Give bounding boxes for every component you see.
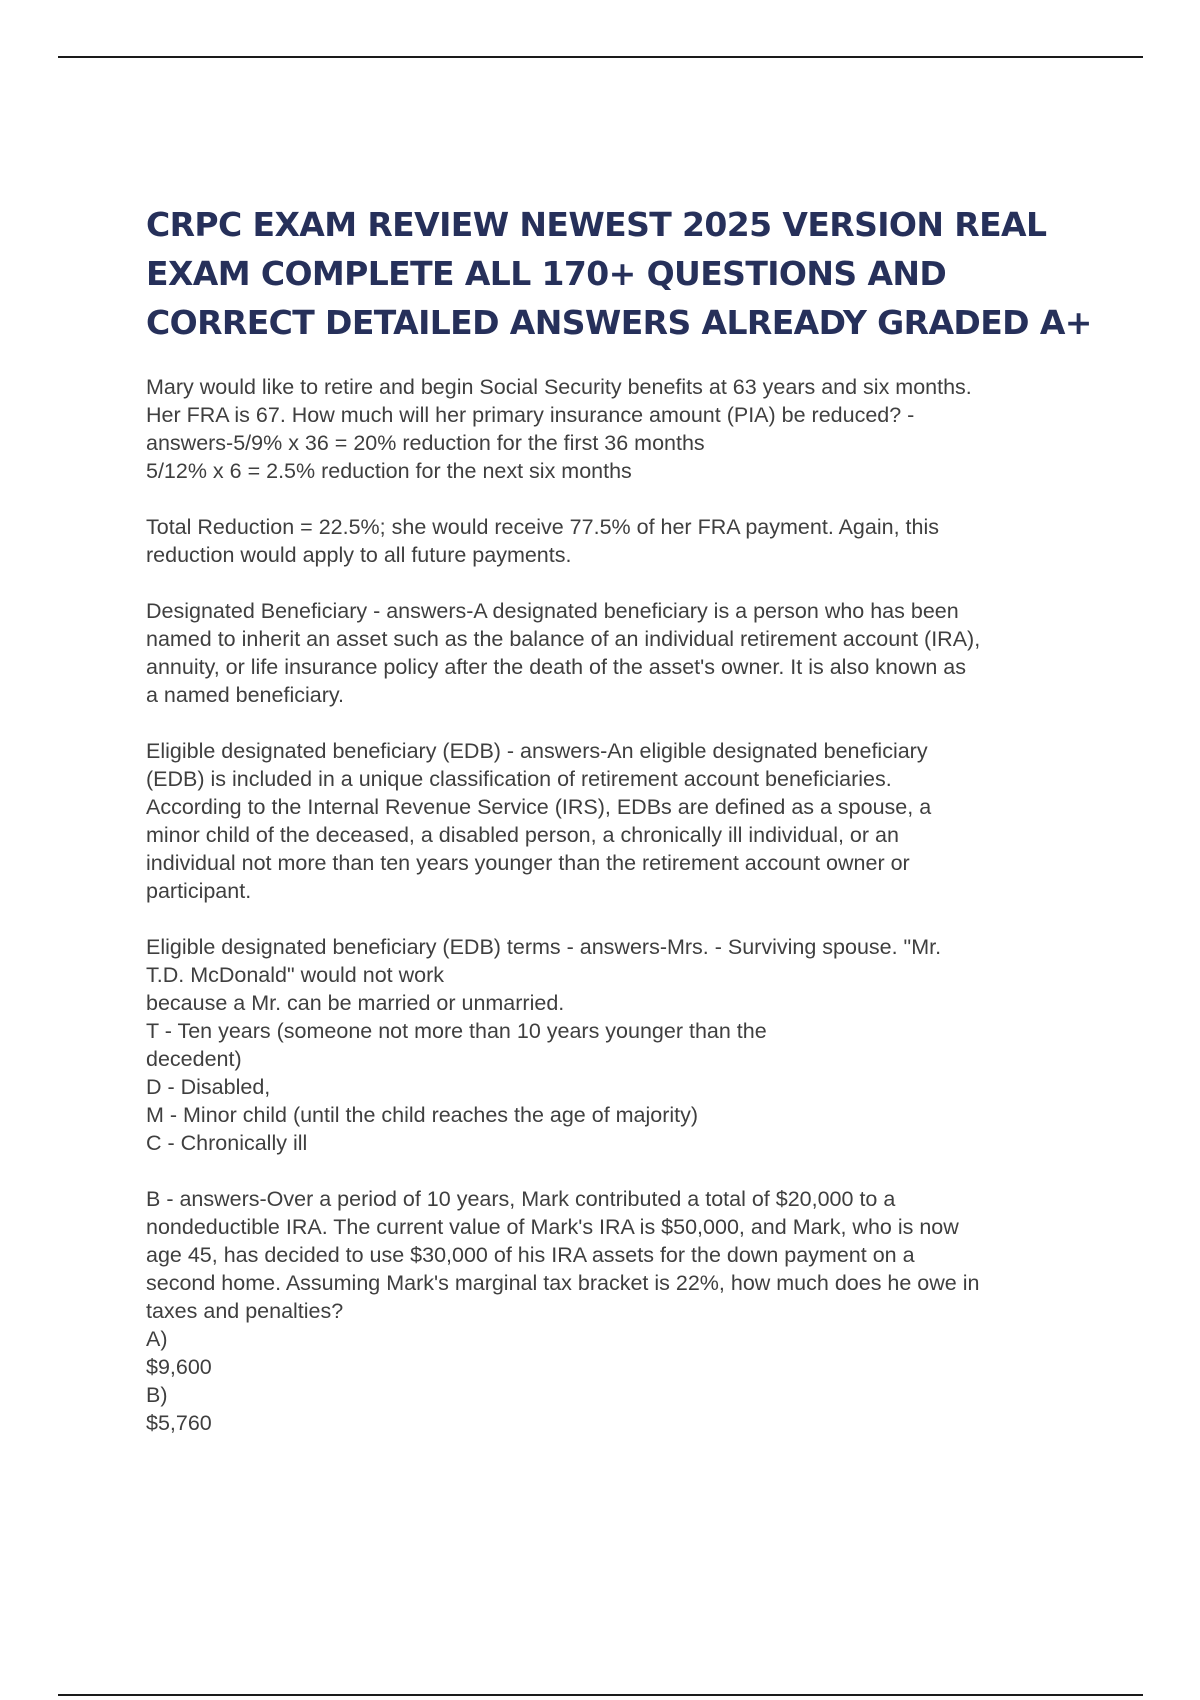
text-line: individual not more than ten years younger than the retirement account owner or — [146, 851, 910, 875]
qa-block-ira-question — [146, 1185, 1101, 1437]
text-line: answers-5/9% x 36 = 20% reduction for the first 36 months — [146, 431, 705, 455]
text-line: M - Minor child (until the child reaches the age of majority) — [146, 1103, 699, 1127]
document-page — [146, 200, 1101, 1465]
text-line: Mary would like to retire and begin Social Security benefits at 63 years and six months. — [146, 375, 972, 399]
text-line: taxes and penalties? — [146, 1299, 344, 1323]
text-line: B - answers-Over a period of 10 years, Mark contributed a total of $20,000 to a — [146, 1187, 896, 1211]
document-title — [146, 200, 1101, 347]
title-line: CORRECT DETAILED ANSWERS ALREADY GRADED A+ — [146, 303, 1092, 342]
text-line: minor child of the deceased, a disabled person, a chronically ill individual, or an — [146, 823, 899, 847]
qa-block-pia-reduction — [146, 373, 1101, 485]
answer-option-value: $5,760 — [146, 1411, 212, 1435]
text-line: age 45, has decided to use $30,000 of his IRA assets for the down payment on a — [146, 1243, 915, 1267]
text-line: T - Ten years (someone not more than 10 years younger than the — [146, 1019, 767, 1043]
text-line: nondeductible IRA. The current value of Mark's IRA is $50,000, and Mark, who is now — [146, 1215, 959, 1239]
qa-block-designated-beneficiary — [146, 597, 1101, 709]
text-line: According to the Internal Revenue Service (IRS), EDBs are defined as a spouse, a — [146, 795, 932, 819]
qa-block-total-reduction — [146, 513, 1101, 569]
text-line: annuity, or life insurance policy after the death of the asset's owner. It is also known as — [146, 655, 966, 679]
text-line: Eligible designated beneficiary (EDB) - answers-An eligible designated beneficiary — [146, 739, 928, 763]
qa-block-edb — [146, 737, 1101, 905]
text-line: because a Mr. can be married or unmarried. — [146, 991, 565, 1015]
text-line: D - Disabled, — [146, 1075, 271, 1099]
text-line: (EDB) is included in a unique classification of retirement account beneficiaries. — [146, 767, 892, 791]
text-line: T.D. McDonald" would not work — [146, 963, 444, 987]
answer-option-label: B) — [146, 1383, 168, 1407]
answer-option-value: $9,600 — [146, 1355, 212, 1379]
top-rule — [58, 56, 1143, 58]
text-line: Designated Beneficiary - answers-A designated beneficiary is a person who has been — [146, 599, 959, 623]
text-line: reduction would apply to all future payments. — [146, 543, 572, 567]
text-line: a named beneficiary. — [146, 683, 344, 707]
bottom-rule — [58, 1694, 1143, 1696]
text-line: named to inherit an asset such as the balance of an individual retirement account (IRA), — [146, 627, 981, 651]
text-line: 5/12% x 6 = 2.5% reduction for the next six months — [146, 459, 632, 483]
text-line: Eligible designated beneficiary (EDB) terms - answers-Mrs. - Surviving spouse. "Mr. — [146, 935, 942, 959]
text-line: participant. — [146, 879, 252, 903]
text-line: Her FRA is 67. How much will her primary insurance amount (PIA) be reduced? - — [146, 403, 915, 427]
text-line: second home. Assuming Mark's marginal tax bracket is 22%, how much does he owe in — [146, 1271, 980, 1295]
answer-option-label: A) — [146, 1327, 168, 1351]
text-line: Total Reduction = 22.5%; she would receive 77.5% of her FRA payment. Again, this — [146, 515, 939, 539]
text-line: C - Chronically ill — [146, 1131, 308, 1155]
text-line: decedent) — [146, 1047, 242, 1071]
qa-block-edb-terms — [146, 933, 1101, 1157]
document-body — [146, 373, 1101, 1437]
title-line: EXAM COMPLETE ALL 170+ QUESTIONS AND — [146, 254, 947, 293]
title-line: CRPC EXAM REVIEW NEWEST 2025 VERSION REAL — [146, 205, 1047, 244]
